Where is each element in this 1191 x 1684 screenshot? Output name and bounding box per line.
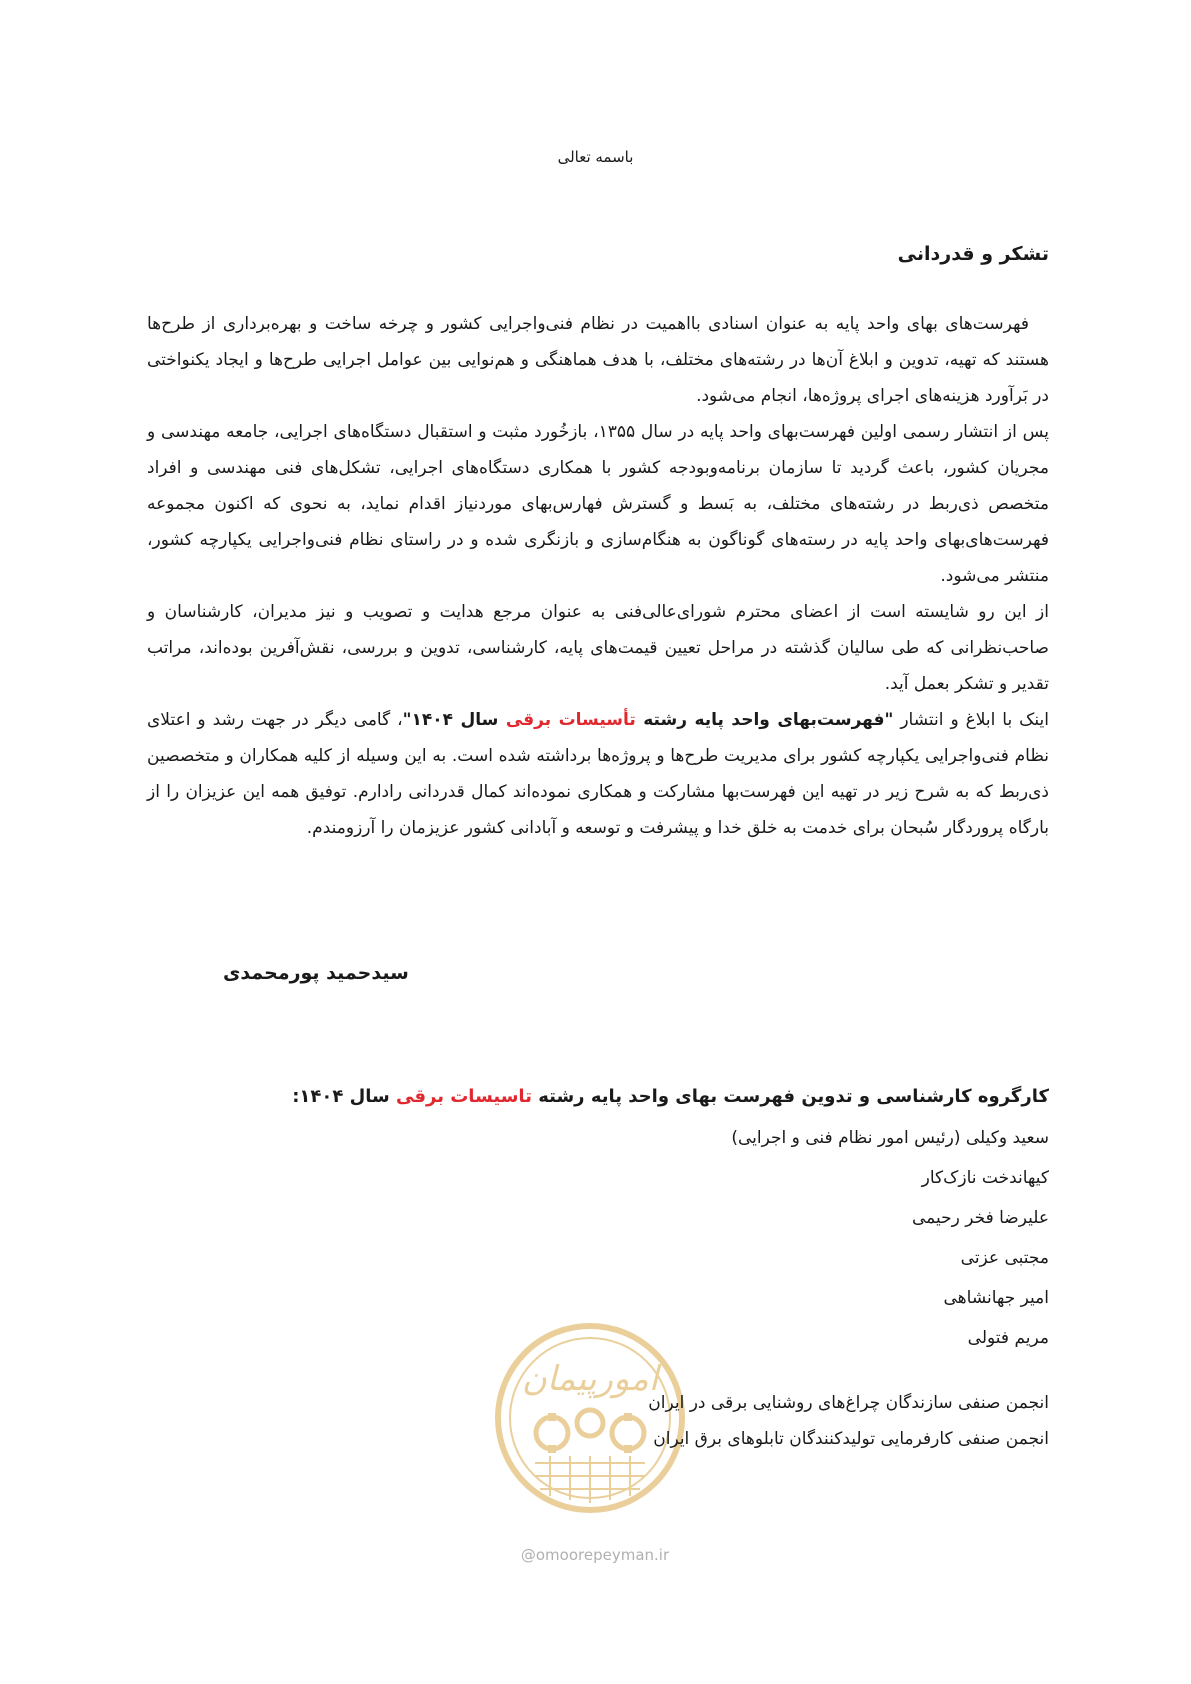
price-list-title-part2: سال ۱۴۰۴" [402,710,506,730]
price-list-title-part1: "فهرست‌بهای واحد پایه رشته [635,710,894,730]
member-item: کیهاندخت نازک‌کار [921,1168,1049,1188]
member-item: مریم فتولی [967,1328,1049,1348]
basmala: باسمه تعالی [557,148,634,166]
member-item: مجتبی عزتی [960,1248,1049,1268]
member-item: علیرضا فخر رحیمی [911,1208,1049,1228]
working-group-discipline: تاسیسات برقی [396,1086,532,1107]
watermark-site-text: @omoorepeyman.ir [520,1546,670,1564]
association-item: انجمن صنفی کارفرمایی تولیدکنندگان تابلوهای برق ایران [653,1429,1049,1449]
paragraph-4-rest: ، گامی دیگر در جهت رشد و اعتلای نظام فنی‌واجرایی یکپارچه کشور برای مدیریت طرح‌ها و پروژه‌ها برداشته شده است. به این وسیله از کلیه همکاران و متخصصین ذی‌ربط که به شرح زیر در تهیه این فهرست‌بها مشارکت و همکاری نموده‌اند کمال قدردانی رادارم. توفیق همه این عزیزان را از بارگاه پروردگار سُبحان برای خدمت به خلق خدا و پیشرفت و توسعه و آبادانی کشور عزیزمان را آرزومندم. [147,710,1049,838]
associations-list [648,1388,1049,1460]
page-title: تشکر و قدردانی [897,243,1049,265]
working-group-title [292,1086,1049,1107]
member-item: امیر جهانشاهی [943,1288,1049,1308]
acknowledgement-body [147,306,1049,846]
paragraph-1: فهرست‌های بهای واحد پایه به عنوان اسنادی بااهمیت در نظام فنی‌واجرایی کشور و چرخه ساخت و بهره‌برداری از طرح‌ها هستند که تهیه، تدوین و ابلاغ آن‌ها در رشته‌های مختلف، با هدف هماهنگی و هم‌نوایی بین عوامل اجرایی طرح‌ها و ایجاد یکنواختی در بَرآورد هزینه‌های اجرای پروژه‌ها، انجام می‌شود. [147,314,1049,406]
paragraph-4 [147,702,1049,846]
paragraph-2: پس از انتشار رسمی اولین فهرست‌بهای واحد پایه در سال ۱۳۵۵، بازخُورد مثبت و استقبال دستگاه‌های اجرایی، جامعه مهندسی و مجریان کشور، باعث گردید تا سازمان برنامه‌وبودجه کشور با همکاری دستگاه‌های اجرایی، تشکل‌های فنی مهندسی و افراد متخصص ذی‌ربط در رشته‌های مختلف، به بَسط و گسترش فهارس‌بهای موردنیاز اقدام نماید، به نحوی که اکنون مجموعه فهرست‌های‌بهای واحد پایه در رسته‌های گوناگون به هنگام‌سازی و بازنگری شده و در راستای نظام فنی‌واجرایی یکپارچه کشور، منتشر می‌شود. [147,422,1049,586]
paragraph-3: از این رو شایسته است از اعضای محترم شورای‌عالی‌فنی به عنوان مرجع هدایت و تصویب و نیز مدیران، کارشناسان و صاحب‌نظرانی که طی سالیان گذشته در مراحل تعیین قیمت‌های پایه، کارشناسی، تدوین و بررسی، نقش‌آفرین بوده‌اند، مراتب تقدیر و تشکر بعمل آید. [147,602,1049,694]
paragraph-4-intro: اینک با ابلاغ و انتشار [893,710,1049,730]
association-item: انجمن صنفی سازندگان چراغ‌های روشنایی برقی در ایران [648,1393,1049,1413]
member-item: سعید وکیلی (رئیس امور نظام فنی و اجرایی) [731,1128,1049,1148]
signature-name: سیدحمید پورمحمدی [223,962,409,984]
working-group-members [731,1123,1049,1363]
working-group-title-part1: کارگروه کارشناسی و تدوین فهرست بهای واحد پایه رشته [531,1086,1049,1107]
watermark-logo-text: امورپیمان [521,1359,659,1399]
discipline-name: تأسیسات برقی [505,710,636,730]
price-list-title [403,710,894,730]
working-group-title-part2: سال ۱۴۰۴: [292,1086,396,1107]
